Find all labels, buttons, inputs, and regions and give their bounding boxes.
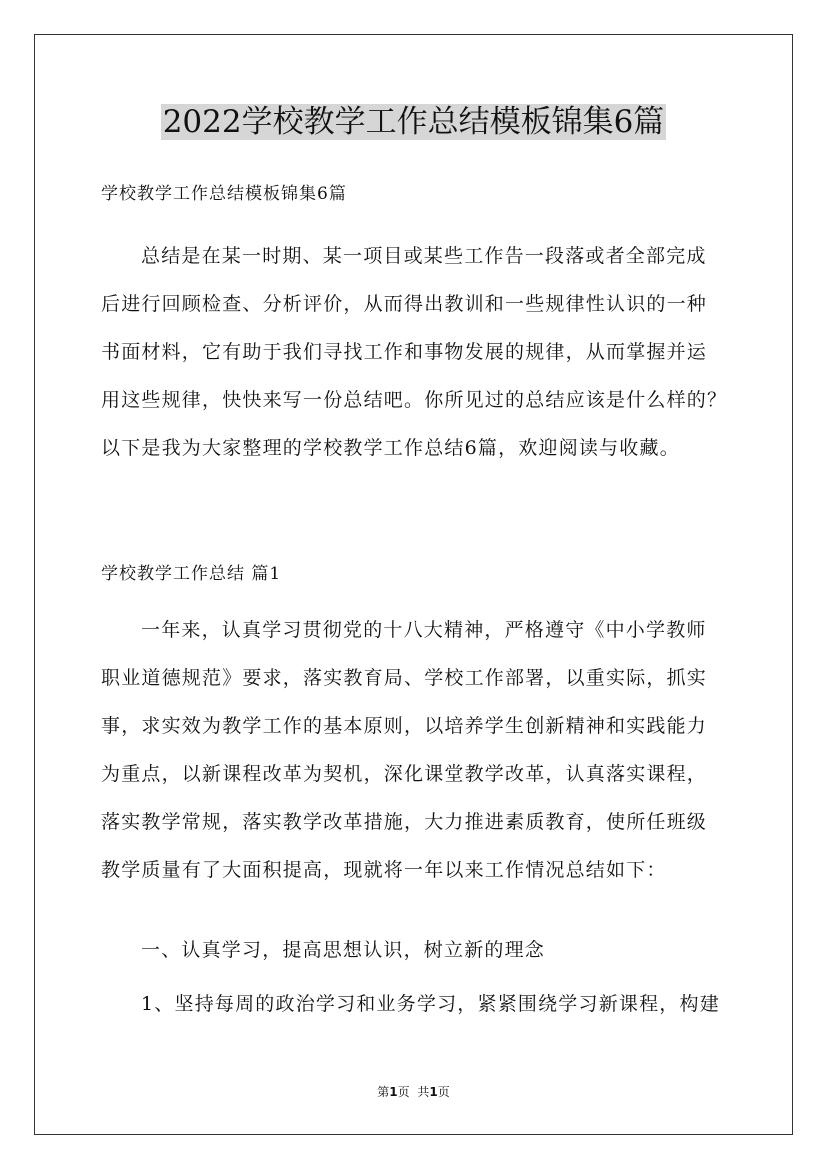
page-number: 1 [389,1085,398,1099]
section-heading: 学校教学工作总结 篇1 [101,564,282,584]
body-line-2: 职业道德规范》要求，落实教育局、学校工作部署，以重实际，抓实 [101,667,708,689]
page-label-prefix: 第 [377,1085,390,1099]
body-line-3: 事，求实效为教学工作的基本原则，以培养学生创新精神和实践能力 [101,715,708,737]
page-footer [0,1083,827,1101]
intro-line-5: 以下是我为大家整理的学校教学工作总结6篇，欢迎阅读与收藏。 [101,437,680,459]
body-line-6: 教学质量有了大面积提高，现就将一年以来工作情况总结如下： [101,859,667,881]
intro-paragraph [101,232,741,472]
body-line-1: 一年来，认真学习贯彻党的十八大精神，严格遵守《中小学教师 [141,619,707,641]
intro-line-1: 总结是在某一时期、某一项目或某些工作告一段落或者全部完成 [141,245,707,267]
intro-line-2: 后进行回顾检查、分析评价，从而得出教训和一些规律性认识的一种 [101,293,708,315]
point-1-line: 1、坚持每周的政治学习和业务学习，紧紧围绕学习新课程，构建 [141,993,720,1015]
total-label-suffix: 页 [437,1085,450,1099]
total-pages: 1 [429,1085,438,1099]
document-subtitle: 学校教学工作总结模板锦集6篇 [101,184,347,204]
document-title [0,100,827,144]
body-paragraph [101,606,741,894]
body-line-5: 落实教学常规，落实教学改革措施，大力推进素质教育，使所任班级 [101,811,708,833]
total-label-prefix: 共 [417,1085,430,1099]
intro-line-4: 用这些规律，快快来写一份总结吧。你所见过的总结应该是什么样的？ [101,389,728,411]
document-title-text: 2022学校教学工作总结模板锦集6篇 [162,104,665,140]
intro-line-3: 书面材料，它有助于我们寻找工作和事物发展的规律，从而掌握并运 [101,341,708,363]
page-label-suffix: 页 [397,1085,410,1099]
point-heading: 一、认真学习，提高思想认识，树立新的理念 [141,939,546,961]
body-line-4: 为重点，以新课程改革为契机，深化课堂教学改革，认真落实课程， [101,763,708,785]
